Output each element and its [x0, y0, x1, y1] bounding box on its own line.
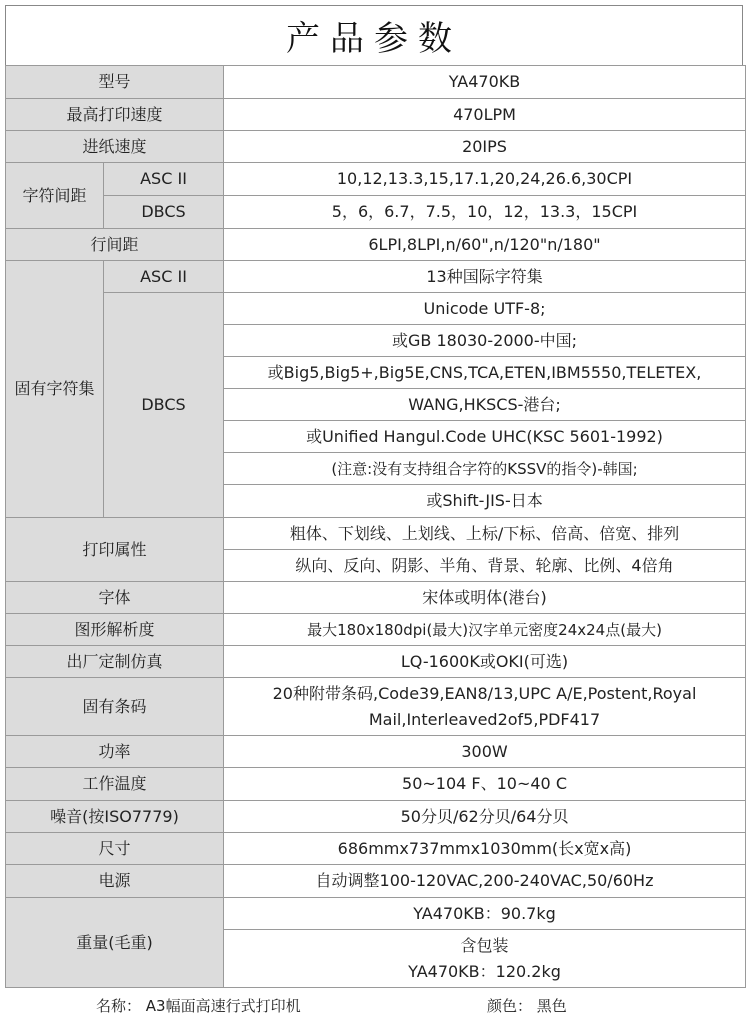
value-print-attr-line: 粗体、下划线、上划线、上标/下标、倍高、倍宽、排列 [224, 518, 746, 550]
row-resolution [6, 614, 746, 646]
label-feed-speed: 进纸速度 [6, 131, 224, 163]
value-charset-dbcs-line: 或Shift-JIS-日本 [224, 485, 746, 518]
value-charset-dbcs-line: Unicode UTF-8; [224, 293, 746, 325]
row-power [6, 736, 746, 768]
label-temp: 工作温度 [6, 768, 224, 801]
value-weight-packed [224, 930, 746, 988]
row-charset-asc [6, 261, 746, 293]
value-barcode [224, 678, 746, 736]
row-feed-speed [6, 131, 746, 163]
product-name: 名称： A3幅面高速行式打印机 [96, 997, 301, 1015]
value-charset-asc: 13种国际字符集 [224, 261, 746, 293]
row-model [6, 66, 746, 99]
row-barcode [6, 678, 746, 736]
row-temp [6, 768, 746, 801]
sublabel-charset-asc: ASC II [104, 261, 224, 293]
label-char-pitch: 字符间距 [6, 163, 104, 229]
value-model: YA470KB [224, 66, 746, 99]
value-barcode-line: Mail,Interleaved2of5,PDF417 [368, 709, 601, 729]
row-line-pitch [6, 229, 746, 261]
value-weight-packed-line: 含包装 [460, 935, 509, 955]
value-resolution: 最大180x180dpi(最大)汉字单元密度24x24点(最大) [224, 614, 746, 646]
row-size [6, 833, 746, 865]
row-font [6, 582, 746, 614]
value-weight-net: YA470KB：90.7kg [224, 898, 746, 930]
label-supply: 电源 [6, 865, 224, 898]
label-resolution: 图形解析度 [6, 614, 224, 646]
value-charset-dbcs-line: 或Unified Hangul.Code UHC(KSC 5601-1992) [224, 421, 746, 453]
value-charset-dbcs-line: 或Big5,Big5+,Big5E,CNS,TCA,ETEN,IBM5550,TELETEX, [224, 357, 746, 389]
label-size: 尺寸 [6, 833, 224, 865]
sublabel-char-pitch-dbcs: DBCS [104, 196, 224, 229]
label-weight: 重量(毛重) [6, 898, 224, 988]
label-emulation: 出厂定制仿真 [6, 646, 224, 678]
row-noise [6, 801, 746, 833]
row-supply [6, 865, 746, 898]
row-emulation [6, 646, 746, 678]
label-max-speed: 最高打印速度 [6, 99, 224, 131]
label-charset: 固有字符集 [6, 261, 104, 518]
value-charset-dbcs-line: (注意:没有支持组合字符的KSSV的指令)-韩国; [224, 453, 746, 485]
value-temp: 50~104 F、10~40 C [224, 768, 746, 801]
value-font: 宋体或明体(港台) [224, 582, 746, 614]
sublabel-charset-dbcs: DBCS [104, 293, 224, 518]
value-charset-dbcs-line: WANG,HKSCS-港台; [224, 389, 746, 421]
footer [0, 995, 750, 1019]
label-font: 字体 [6, 582, 224, 614]
spec-sheet [5, 5, 743, 988]
row-char-pitch-dbcs [6, 196, 746, 229]
label-print-attr: 打印属性 [6, 518, 224, 582]
value-barcode-line: 20种附带条码,Code39,EAN8/13,UPC A/E,Postent,Royal [272, 683, 697, 703]
value-emulation: LQ-1600K或OKI(可选) [224, 646, 746, 678]
value-size: 686mmx737mmx1030mm(长x宽x高) [224, 833, 746, 865]
row-char-pitch-asc [6, 163, 746, 196]
value-line-pitch: 6LPI,8LPI,n/60",n/120"n/180" [224, 229, 746, 261]
row-charset-dbcs-0 [6, 293, 746, 325]
value-weight-packed-line: YA470KB：120.2kg [408, 961, 561, 981]
value-charset-dbcs-line: 或GB 18030-2000-中国; [224, 325, 746, 357]
value-char-pitch-asc: 10,12,13.3,15,17.1,20,24,26.6,30CPI [224, 163, 746, 196]
value-print-attr-line: 纵向、反向、阴影、半角、背景、轮廓、比例、4倍角 [224, 550, 746, 582]
value-power: 300W [224, 736, 746, 768]
sublabel-char-pitch-asc: ASC II [104, 163, 224, 196]
value-feed-speed: 20IPS [224, 131, 746, 163]
value-noise: 50分贝/62分贝/64分贝 [224, 801, 746, 833]
spec-table [5, 65, 746, 988]
label-power: 功率 [6, 736, 224, 768]
label-barcode: 固有条码 [6, 678, 224, 736]
row-print-attr-0 [6, 518, 746, 550]
product-color: 颜色： 黑色 [487, 997, 567, 1015]
label-noise: 噪音(按ISO7779) [6, 801, 224, 833]
page-title: 产品参数 [5, 5, 743, 66]
value-supply: 自动调整100-120VAC,200-240VAC,50/60Hz [224, 865, 746, 898]
value-char-pitch-dbcs: 5，6，6.7，7.5，10，12，13.3，15CPI [224, 196, 746, 229]
label-model: 型号 [6, 66, 224, 99]
label-line-pitch: 行间距 [6, 229, 224, 261]
value-max-speed: 470LPM [224, 99, 746, 131]
row-max-speed [6, 99, 746, 131]
row-weight-0 [6, 898, 746, 930]
